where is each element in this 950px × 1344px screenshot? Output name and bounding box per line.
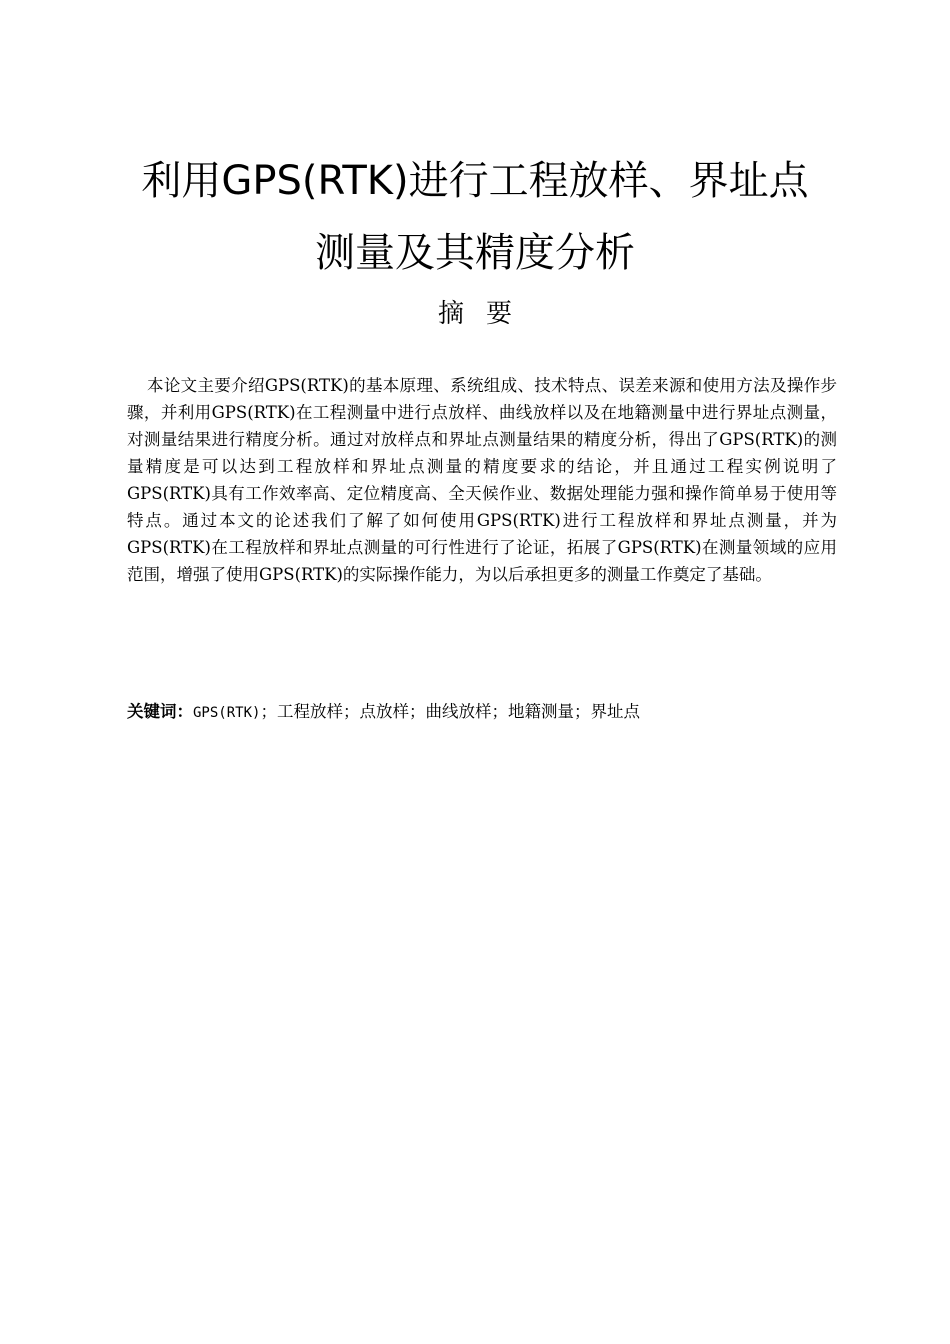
document-title-line-1: 利用GPS(RTK)进行工程放样、界址点 bbox=[141, 158, 809, 204]
keywords-rest: ；工程放样；点放样；曲线放样；地籍测量；界址点 bbox=[260, 702, 640, 721]
keywords-value bbox=[193, 702, 640, 721]
abstract-body: 本论文主要介绍GPS(RTK)的基本原理、系统组成、技术特点、误差来源和使用方法及操作步骤，并利用GPS(RTK)在工程测量中进行点放样、曲线放样以及在地籍测量中进行界址点测量，对测量结果进行精度分析。通过对放样点和界址点测量结果的精度分析，得出了GPS(RTK)的测量精度是可以达到工程放样和界址点测量的精度要求的结论，并且通过工程实例说明了GPS(RTK)具有工作效率高、定位精度高、全天候作业、数据处理能力强和操作简单易于使用等特点。通过本文的论述我们了解了如何使用GPS(RTK)进行工程放样和界址点测量，并为GPS(RTK)在工程放样和界址点测量的可行性进行了论证，拓展了GPS(RTK)在测量领域的应用范围，增强了使用GPS(RTK)的实际操作能力，为以后承担更多的测量工作奠定了基础。 bbox=[127, 376, 837, 584]
keywords-label: 关键词： bbox=[127, 702, 193, 721]
abstract-heading: 摘要 bbox=[437, 299, 534, 329]
keyword-gps-rtk: GPS(RTK) bbox=[193, 705, 261, 721]
keywords-line bbox=[127, 698, 837, 727]
document-title-line-2: 测量及其精度分析 bbox=[315, 230, 635, 276]
